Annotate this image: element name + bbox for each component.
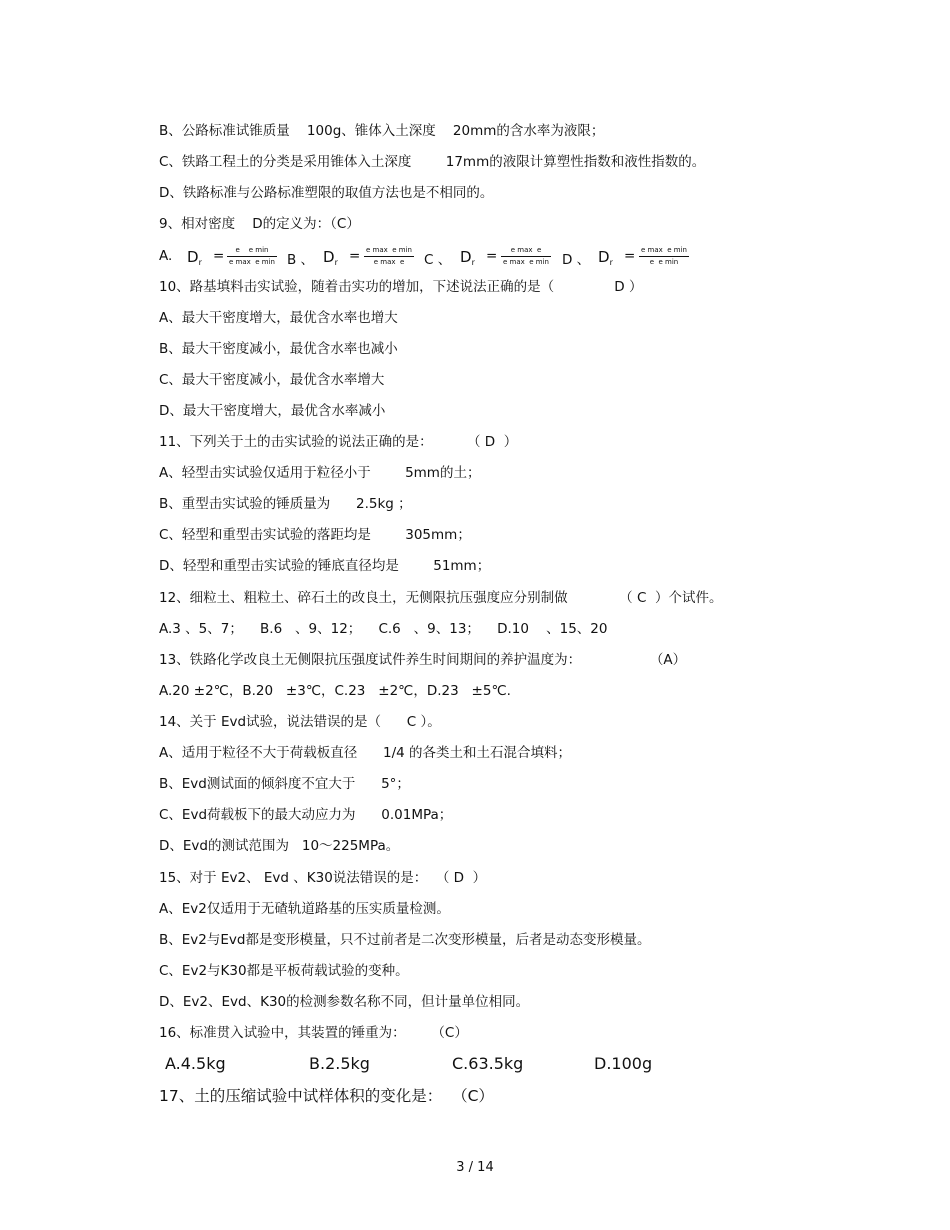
question-13: 13、铁路化学改良土无侧限抗压强度试件养生时间期间的养护温度为： （A） (159, 652, 687, 668)
question-10: 10、路基填料击实试验，随着击实功的增加，下述说法正确的是（ D ） (159, 279, 643, 295)
question-14: 14、关于 Evd试验，说法错误的是（ C ）。 (159, 714, 441, 730)
text-line-b-cone: B、公路标准试锥质量 100g、锥体入土深度 20mm的含水率为液限； (159, 123, 605, 139)
q15-option-c: C、Ev2与K30都是平板荷载试验的变种。 (159, 963, 409, 979)
question-9: 9、相对密度 D的定义为：（C） (159, 216, 360, 232)
page-number: 3 / 14 (456, 1160, 494, 1175)
q10-option-c: C、最大干密度减小，最优含水率增大 (159, 372, 385, 388)
q15-option-b: B、Ev2与Evd都是变形模量，只不过前者是二次变形模量，后者是动态变形模量。 (159, 932, 651, 948)
q12-options: A.3 、5、7； B.6 、9、12； C.6 、9、13； D.10 、15、20 (159, 621, 608, 637)
option-d-equals: = (624, 248, 636, 264)
question-11: 11、下列关于土的击实试验的说法正确的是： （ D ） (159, 434, 518, 450)
q14-option-b: B、Evd测试面的倾斜度不宜大于 5°； (159, 776, 410, 792)
q16-option-d: D.100g (594, 1054, 653, 1073)
question-16: 16、标准贯入试验中，其装置的锤重为： （C） (159, 1025, 468, 1041)
q14-option-a: A、适用于粒径不大于荷载板直径 1/4 的各类土和土石混合填料； (159, 745, 571, 761)
q16-option-a: A.4.5kg (165, 1054, 226, 1073)
text-line-d-plastic-limit: D、铁路标准与公路标准塑限的取值方法也是不相同的。 (159, 185, 494, 201)
option-d-label: D 、 (562, 252, 591, 268)
q10-option-b: B、最大干密度减小，最优含水率也减小 (159, 341, 398, 357)
q11-option-b: B、重型击实试验的锤质量为 2.5kg ； (159, 496, 412, 512)
q11-option-d: D、轻型和重型击实试验的锤底直径均是 51mm； (159, 558, 491, 574)
option-a-label: A. (159, 248, 173, 264)
q11-option-c: C、轻型和重型击实试验的落距均是 305mm； (159, 527, 471, 543)
option-b-fraction: e max e min e max e (364, 246, 414, 267)
option-b-equals: = (349, 248, 361, 264)
q16-option-b: B.2.5kg (309, 1054, 370, 1073)
option-a-fraction: e e min e max e min (227, 246, 277, 267)
option-c-label: C 、 (424, 252, 452, 268)
q11-option-a: A、轻型击实试验仅适用于粒径小于 5mm的土； (159, 465, 481, 481)
q14-option-c: C、Evd荷载板下的最大动应力为 0.01MPa； (159, 807, 453, 823)
option-b-symbol: $D_r$ (323, 248, 338, 267)
text-line-c-cone: C、铁路工程土的分类是采用锥体入土深度 17mm的液限计算塑性指数和液性指数的。 (159, 154, 706, 170)
q13-options: A.20 ±2℃，B.20 ±3℃，C.23 ±2℃，D.23 ±5℃. (159, 683, 511, 699)
option-a-equals: = (213, 248, 225, 264)
option-a-symbol: $D_r$ (187, 248, 202, 267)
option-b-label: B 、 (287, 252, 315, 268)
question-12: 12、细粒土、粗粒土、碎石土的改良土，无侧限抗压强度应分别制做 （ C ）个试件。 (159, 590, 723, 606)
q16-option-c: C.63.5kg (452, 1054, 524, 1073)
question-15: 15、对于 Ev2、 Evd 、K30说法错误的是： （ D ） (159, 870, 487, 886)
option-c-symbol: $D_r$ (460, 248, 475, 267)
q14-option-d: D、Evd的测试范围为 10～225MPa。 (159, 838, 400, 854)
question-9-options (159, 246, 779, 272)
option-c-fraction: e max e e max e min (501, 246, 551, 267)
option-c-equals: = (486, 248, 498, 264)
q15-option-d: D、Ev2、Evd、K30的检测参数名称不同，但计量单位相同。 (159, 994, 530, 1010)
option-d-symbol: $D_r$ (598, 248, 613, 267)
question-17: 17、土的压缩试验中试样体积的变化是： （C） (159, 1087, 494, 1105)
q10-option-a: A、最大干密度增大，最优含水率也增大 (159, 310, 398, 326)
q15-option-a: A、Ev2仅适用于无碴轨道路基的压实质量检测。 (159, 901, 450, 917)
option-d-fraction: e max e min e e min (639, 246, 689, 267)
q10-option-d: D、最大干密度增大，最优含水率减小 (159, 403, 386, 419)
